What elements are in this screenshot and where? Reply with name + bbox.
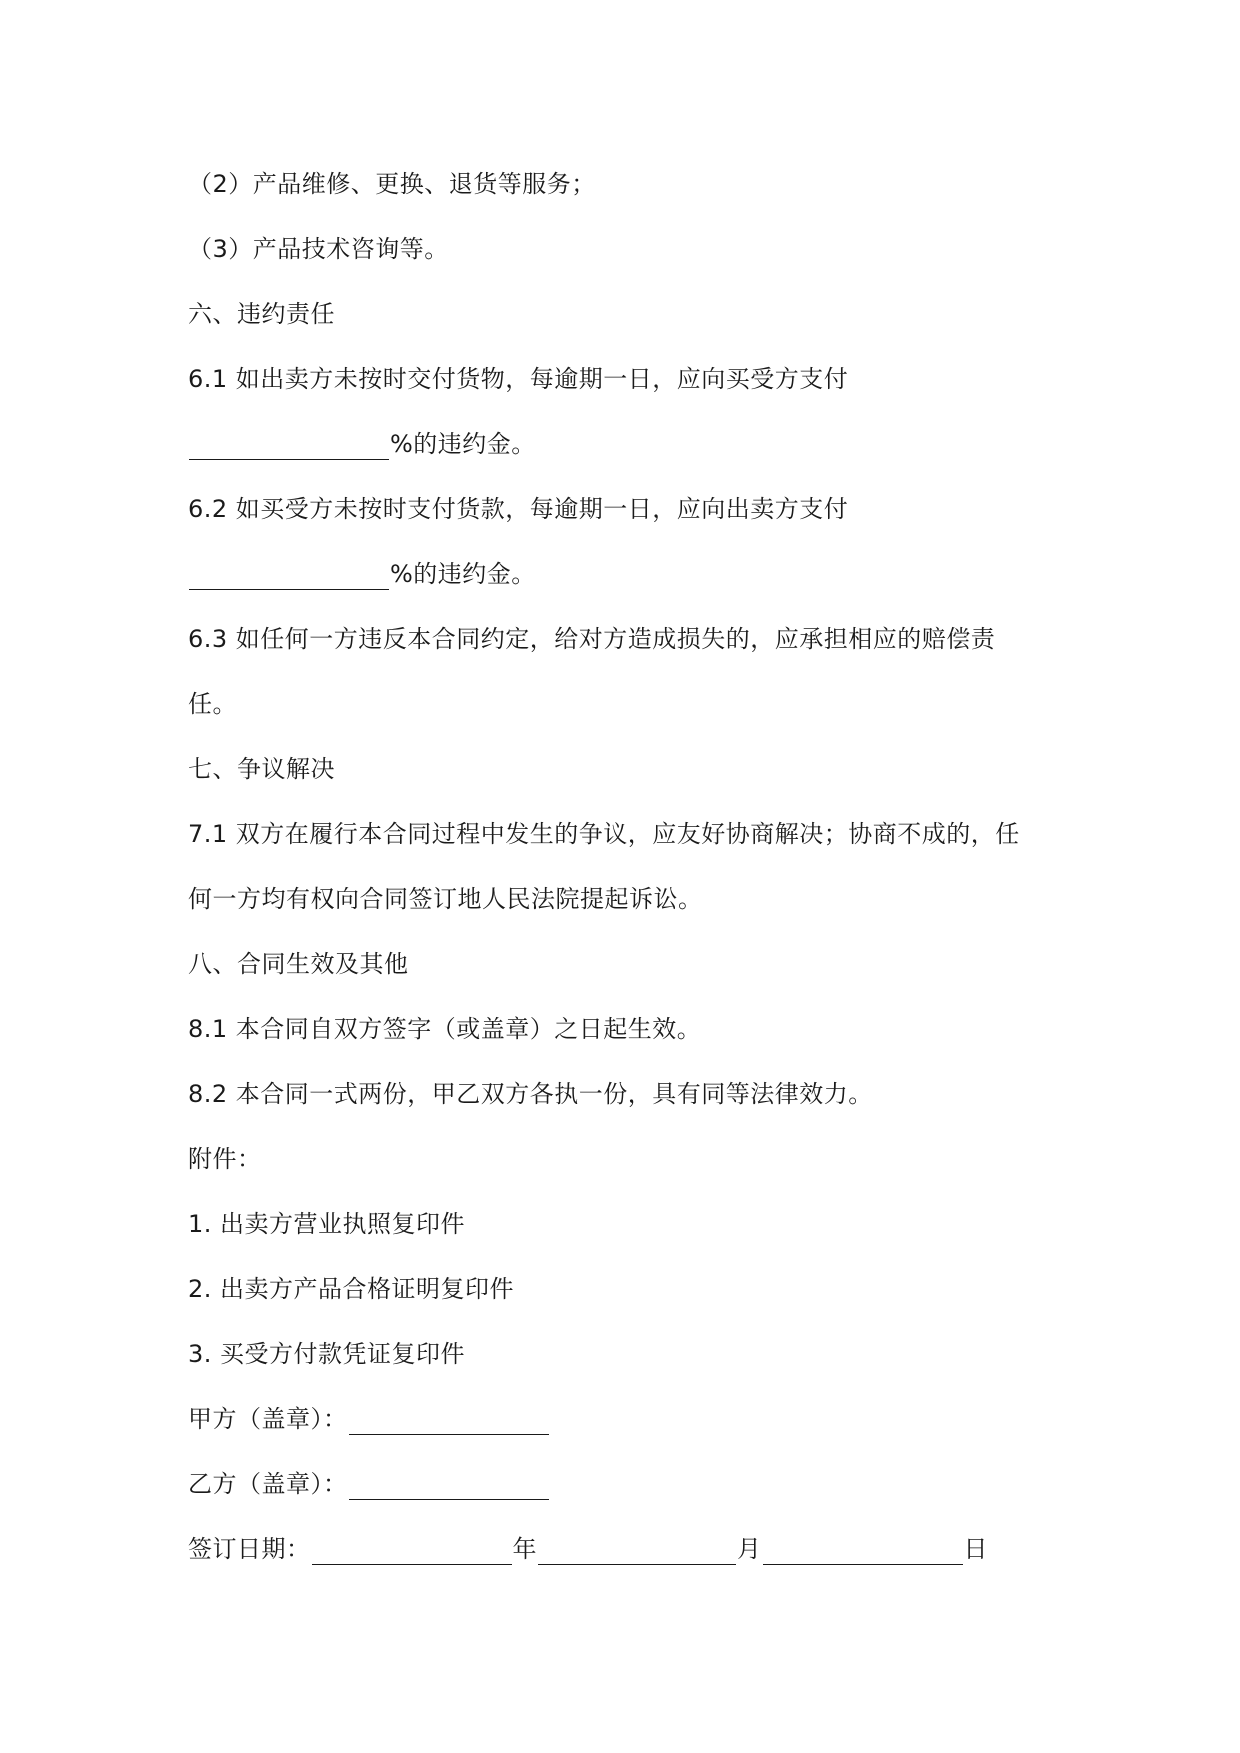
clause-7-1-line-1: 7.1 双方在履行本合同过程中发生的争议，应友好协商解决；协商不成的，任 xyxy=(188,820,1020,848)
penalty-rate-blank-1[interactable] xyxy=(189,433,389,460)
section-7-heading: 七、争议解决 xyxy=(188,755,335,783)
penalty-rate-blank-2[interactable] xyxy=(189,563,389,590)
sign-day-blank[interactable] xyxy=(763,1538,963,1565)
item-2-text: （2）产品维修、更换、退货等服务； xyxy=(188,170,596,198)
attachment-2: 2. 出卖方产品合格证明复印件 xyxy=(188,1275,515,1303)
clause-6-1-line-2 xyxy=(188,428,536,460)
day-label: 日 xyxy=(963,1535,988,1563)
clause-8-1: 8.1 本合同自双方签字（或盖章）之日起生效。 xyxy=(188,1015,702,1043)
sign-year-blank[interactable] xyxy=(312,1538,512,1565)
clause-6-2-line-1: 6.2 如买受方未按时支付货款，每逾期一日，应向出卖方支付 xyxy=(188,495,849,523)
clause-6-2-line-2 xyxy=(188,558,536,590)
party-a-signature-line xyxy=(188,1403,550,1435)
attachment-3: 3. 买受方付款凭证复印件 xyxy=(188,1340,466,1368)
sign-month-blank[interactable] xyxy=(538,1538,736,1565)
attachment-1: 1. 出卖方营业执照复印件 xyxy=(188,1210,466,1238)
party-b-label: 乙方（盖章）： xyxy=(188,1470,348,1498)
clause-6-1-line-1: 6.1 如出卖方未按时交付货物，每逾期一日，应向买受方支付 xyxy=(188,365,849,393)
party-a-signature-blank[interactable] xyxy=(349,1408,549,1435)
party-b-signature-blank[interactable] xyxy=(349,1473,549,1500)
sign-date-line xyxy=(188,1533,988,1565)
section-6-heading: 六、违约责任 xyxy=(188,300,335,328)
year-label: 年 xyxy=(512,1535,537,1563)
sign-date-label: 签订日期： xyxy=(188,1535,311,1563)
item-3-text: （3）产品技术咨询等。 xyxy=(188,235,449,263)
clause-8-2: 8.2 本合同一式两份，甲乙双方各执一份，具有同等法律效力。 xyxy=(188,1080,873,1108)
attachments-heading: 附件： xyxy=(188,1145,262,1173)
party-b-signature-line xyxy=(188,1468,550,1500)
clause-6-1-suffix: %的违约金。 xyxy=(390,430,536,458)
clause-6-3-line-1: 6.3 如任何一方违反本合同约定，给对方造成损失的，应承担相应的赔偿责 xyxy=(188,625,996,653)
party-a-label: 甲方（盖章）： xyxy=(188,1405,348,1433)
section-8-heading: 八、合同生效及其他 xyxy=(188,950,409,978)
month-label: 月 xyxy=(737,1535,762,1563)
clause-7-1-line-2: 何一方均有权向合同签订地人民法院提起诉讼。 xyxy=(188,885,703,913)
clause-6-2-suffix: %的违约金。 xyxy=(390,560,536,588)
clause-6-3-line-2: 任。 xyxy=(188,690,237,718)
